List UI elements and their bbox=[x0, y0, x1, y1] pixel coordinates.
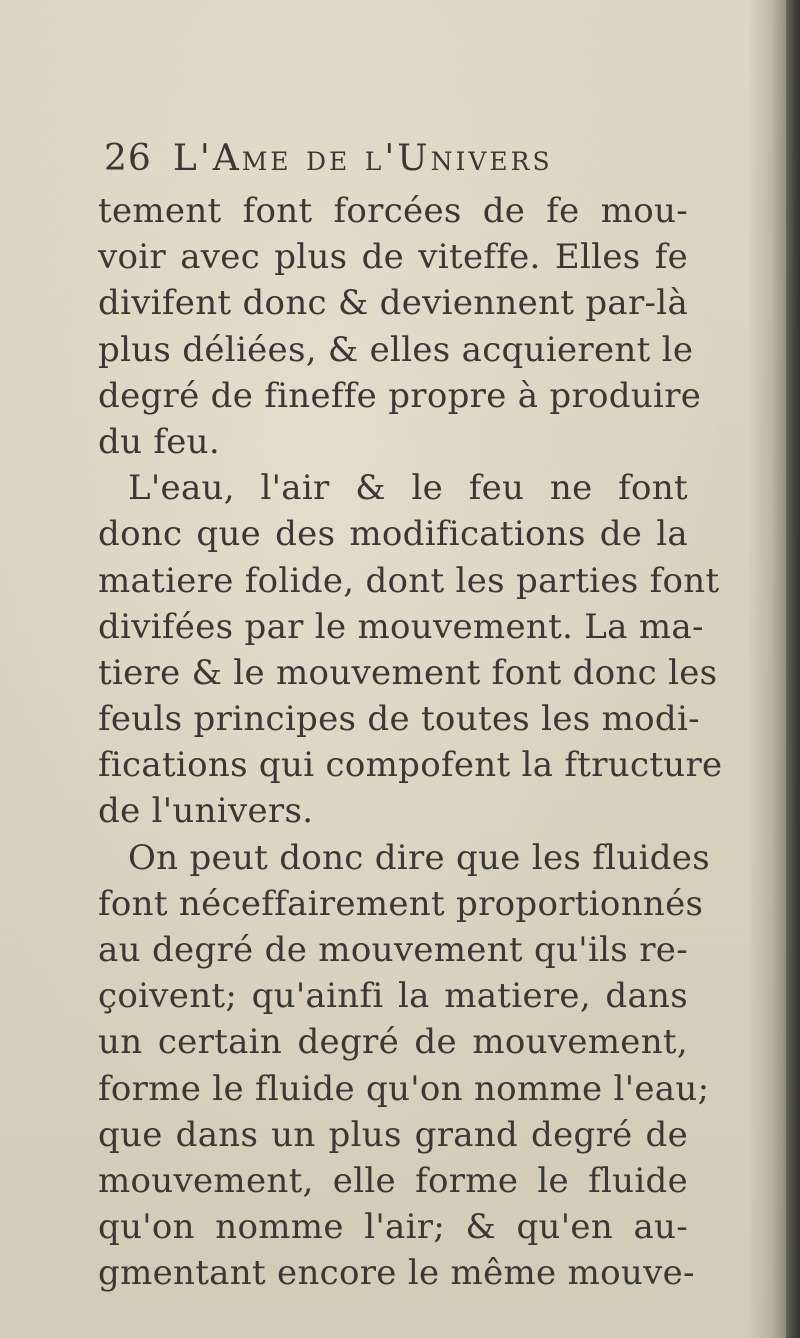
text-line: que dans un plus grand degré de bbox=[98, 1114, 688, 1155]
text-line: de l'univers. bbox=[98, 791, 314, 832]
text-line: divifées par le mouvement. La ma- bbox=[98, 606, 704, 647]
text-line: forme le fluide qu'on nomme l'eau; bbox=[98, 1068, 710, 1109]
text-line: feuls principes de toutes les modi- bbox=[98, 699, 700, 740]
text-line: çoivent; qu'ainfi la matiere, dans bbox=[98, 976, 688, 1017]
running-head: L'Ame de l'Univers bbox=[172, 138, 553, 179]
text-line: au degré de mouvement qu'ils re- bbox=[98, 930, 688, 970]
text-line: qu'on nomme l'air; & qu'en au- bbox=[98, 1207, 688, 1248]
paragraph-start-line: L'eau, l'air & le feu ne font bbox=[128, 468, 688, 509]
page-number: 26 bbox=[104, 138, 152, 179]
page-binding-edge bbox=[786, 0, 800, 1338]
text-line: plus déliées, & elles acquierent le bbox=[98, 329, 694, 370]
text-line: donc que des modifications de la bbox=[98, 514, 688, 555]
text-line: du feu. bbox=[98, 421, 220, 462]
page-header bbox=[104, 138, 644, 186]
text-line: un certain degré de mouvement, bbox=[98, 1022, 688, 1063]
text-line: tement font forcées de fe mou- bbox=[98, 191, 688, 231]
paragraph-start-line: On peut donc dire que les fluides bbox=[128, 837, 710, 878]
text-line: gmentant encore le même mouve- bbox=[98, 1253, 695, 1294]
text-line: degré de fineffe propre à produire bbox=[98, 375, 702, 416]
text-line: voir avec plus de viteffe. Elles fe bbox=[98, 237, 688, 278]
text-line: fications qui compofent la ftructure bbox=[98, 745, 723, 786]
text-line: tiere & le mouvement font donc les bbox=[98, 652, 718, 693]
text-line: mouvement, elle forme le fluide bbox=[98, 1160, 688, 1201]
text-line: divifent donc & deviennent par-là bbox=[98, 283, 689, 324]
body-text bbox=[98, 188, 723, 1297]
text-line: matiere folide, dont les parties font bbox=[98, 560, 720, 601]
text-line: font néceffairement proportionnés bbox=[98, 883, 704, 924]
